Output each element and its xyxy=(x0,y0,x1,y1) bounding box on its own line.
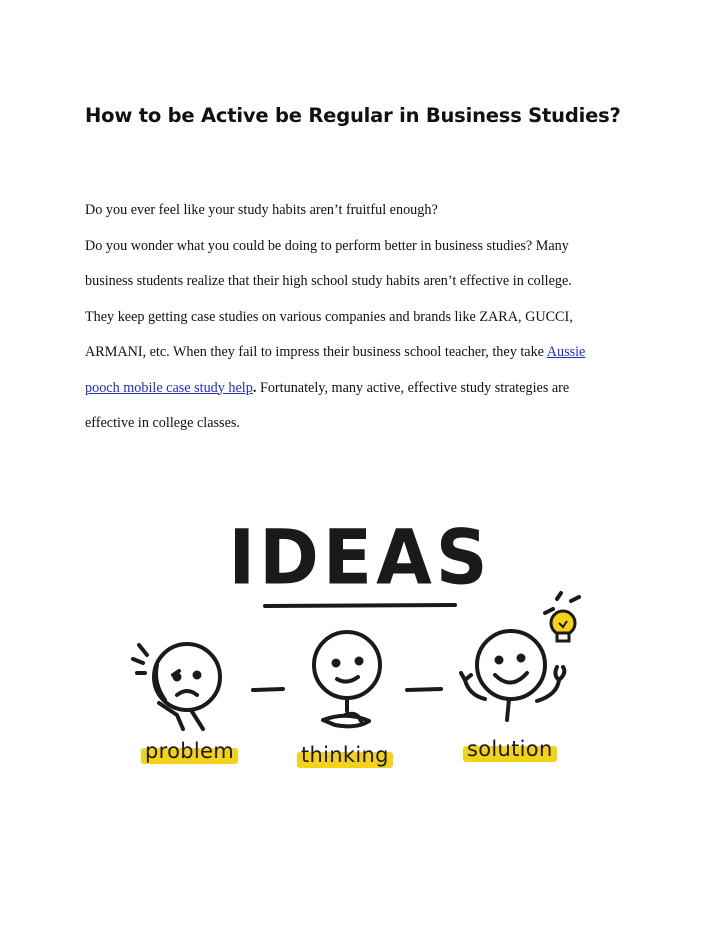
ideas-heading: IDEAS xyxy=(228,512,492,602)
text-line: effective in college classes. xyxy=(85,415,240,431)
lightbulb-fill xyxy=(551,611,575,641)
thinking-person-icon xyxy=(314,632,380,726)
problem-person-icon xyxy=(133,644,220,729)
thinking-label: thinking xyxy=(301,743,389,767)
period: . xyxy=(252,379,257,396)
dash-connector xyxy=(407,689,441,690)
dash-connector xyxy=(253,689,283,690)
text-line xyxy=(85,340,645,376)
problem-label: problem xyxy=(145,739,234,763)
page-title: How to be Active be Regular in Business Studies? xyxy=(85,104,621,127)
text-line: Do you ever feel like your study habits aren’t fruitful enough? xyxy=(85,202,438,218)
text-line: Do you wonder what you could be doing to perform better in business studies? Many xyxy=(85,237,569,254)
case-study-help-link[interactable]: pooch mobile case study help xyxy=(85,379,253,396)
body-paragraph xyxy=(85,198,645,447)
heading-underline xyxy=(265,605,455,606)
case-study-help-link-start[interactable]: Aussie xyxy=(546,344,586,360)
solution-person-icon xyxy=(461,631,564,720)
text-line xyxy=(85,376,645,412)
text-line: They keep getting case studies on various companies and brands like ZARA, GUCCI, xyxy=(85,308,573,325)
text-line: business students realize that their high school study habits aren’t effective in college. xyxy=(85,273,572,289)
text-segment: ARMANI, etc. When they fail to impress their business school teacher, they take xyxy=(85,344,547,360)
text-segment: Fortunately, many active, effective study strategies are xyxy=(256,379,570,396)
solution-label: solution xyxy=(467,737,553,761)
ideas-illustration xyxy=(125,512,595,790)
